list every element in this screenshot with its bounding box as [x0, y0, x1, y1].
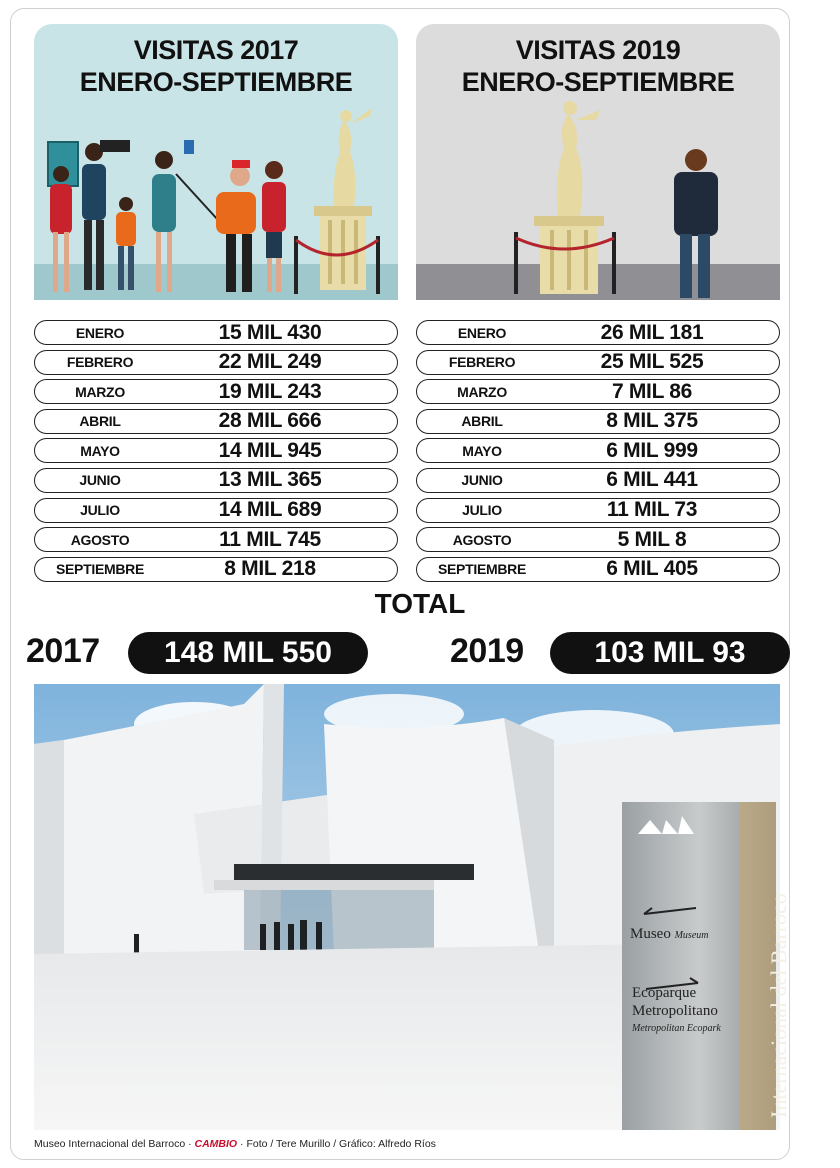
- visits-value: 13 MIL 365: [218, 468, 322, 492]
- month-label: MAYO: [80, 442, 120, 459]
- visits-value: 7 MIL 86: [611, 379, 693, 403]
- table-row: [416, 379, 780, 404]
- visits-value: 6 MIL 405: [606, 557, 698, 581]
- sign-ecoparque: Ecoparque: [632, 985, 697, 1001]
- table-row: [416, 438, 780, 463]
- month-label: MAYO: [462, 442, 502, 459]
- panel-title-2019: [416, 34, 780, 98]
- table-row: [34, 438, 398, 463]
- table-row: [416, 350, 780, 375]
- visits-value: 28 MIL 666: [218, 409, 322, 433]
- month-label: AGOSTO: [452, 531, 512, 548]
- month-label: ABRIL: [79, 413, 121, 430]
- month-label: FEBRERO: [66, 354, 134, 371]
- museum-photo: [34, 684, 791, 1130]
- visits-value: 8 MIL 218: [224, 557, 316, 581]
- month-label: AGOSTO: [70, 531, 130, 548]
- table-row: [416, 498, 780, 523]
- month-label: JUNIO: [461, 472, 503, 489]
- table-row: [34, 320, 398, 345]
- sign-metropolitano: Metropolitano: [632, 1003, 718, 1019]
- title-line-1: VISITAS 2017: [133, 35, 299, 65]
- total-year-2017: 2017: [26, 632, 100, 670]
- table-row: [416, 468, 780, 493]
- month-label: MARZO: [75, 383, 125, 400]
- visits-value: 14 MIL 689: [218, 498, 322, 522]
- title-line-1: VISITAS 2019: [515, 35, 681, 65]
- table-row: [416, 320, 780, 345]
- visits-value: 11 MIL 745: [219, 527, 321, 551]
- month-label: SEPTIEMBRE: [437, 561, 526, 578]
- illustration-2019: [416, 24, 780, 300]
- caption-text: Museo Internacional del Barroco ·: [34, 1138, 192, 1150]
- visits-value: 22 MIL 249: [218, 350, 322, 374]
- visits-value: 6 MIL 999: [606, 438, 698, 462]
- sign-vertical-text: Internacional del Barroco: [766, 893, 791, 1118]
- cambio-logo: CAMBIO: [194, 1138, 238, 1150]
- visits-value: 14 MIL 945: [218, 438, 322, 462]
- total-value-2019: 103 MIL 93: [550, 632, 790, 674]
- monthly-table-2017: [34, 320, 398, 586]
- monthly-table-2019: [416, 320, 780, 586]
- table-row: [416, 409, 780, 434]
- month-label: JULIO: [462, 502, 502, 519]
- table-row: [416, 527, 780, 552]
- table-row: [34, 468, 398, 493]
- month-label: FEBRERO: [448, 354, 516, 371]
- table-row: [416, 557, 780, 582]
- table-row: [34, 350, 398, 375]
- visits-value: 5 MIL 8: [617, 527, 687, 551]
- visits-value: 15 MIL 430: [218, 320, 322, 344]
- caption-credits: · Foto / Tere Murillo / Gráfico: Alfredo Ríos: [240, 1138, 436, 1150]
- table-row: [34, 409, 398, 434]
- total-value-2017: 148 MIL 550: [128, 632, 368, 674]
- panel-title-2017: [34, 34, 398, 98]
- sign-museo: Museo: [630, 926, 671, 942]
- visits-value: 6 MIL 441: [606, 468, 698, 492]
- visits-value: 25 MIL 525: [600, 350, 704, 374]
- month-label: JULIO: [80, 502, 120, 519]
- month-label: SEPTIEMBRE: [55, 561, 144, 578]
- photo-caption: [34, 1138, 436, 1150]
- illustration-2017: [34, 24, 398, 300]
- month-label: JUNIO: [79, 472, 121, 489]
- table-row: [34, 527, 398, 552]
- visits-value: 26 MIL 181: [600, 320, 704, 344]
- visits-value: 8 MIL 375: [606, 409, 698, 433]
- sign-museum: Museum: [674, 930, 709, 941]
- sign-ecopark: Metropolitan Ecopark: [632, 1023, 721, 1034]
- title-line-2: ENERO-SEPTIEMBRE: [79, 67, 353, 97]
- month-label: ENERO: [75, 324, 125, 341]
- total-heading: TOTAL: [374, 588, 466, 619]
- visits-value: 19 MIL 243: [218, 379, 322, 403]
- month-label: MARZO: [457, 383, 507, 400]
- title-line-2: ENERO-SEPTIEMBRE: [461, 67, 735, 97]
- month-label: ENERO: [457, 324, 507, 341]
- table-row: [34, 557, 398, 582]
- visits-value: 11 MIL 73: [606, 498, 698, 522]
- total-year-2019: 2019: [450, 632, 524, 670]
- month-label: ABRIL: [461, 413, 503, 430]
- table-row: [34, 379, 398, 404]
- table-row: [34, 498, 398, 523]
